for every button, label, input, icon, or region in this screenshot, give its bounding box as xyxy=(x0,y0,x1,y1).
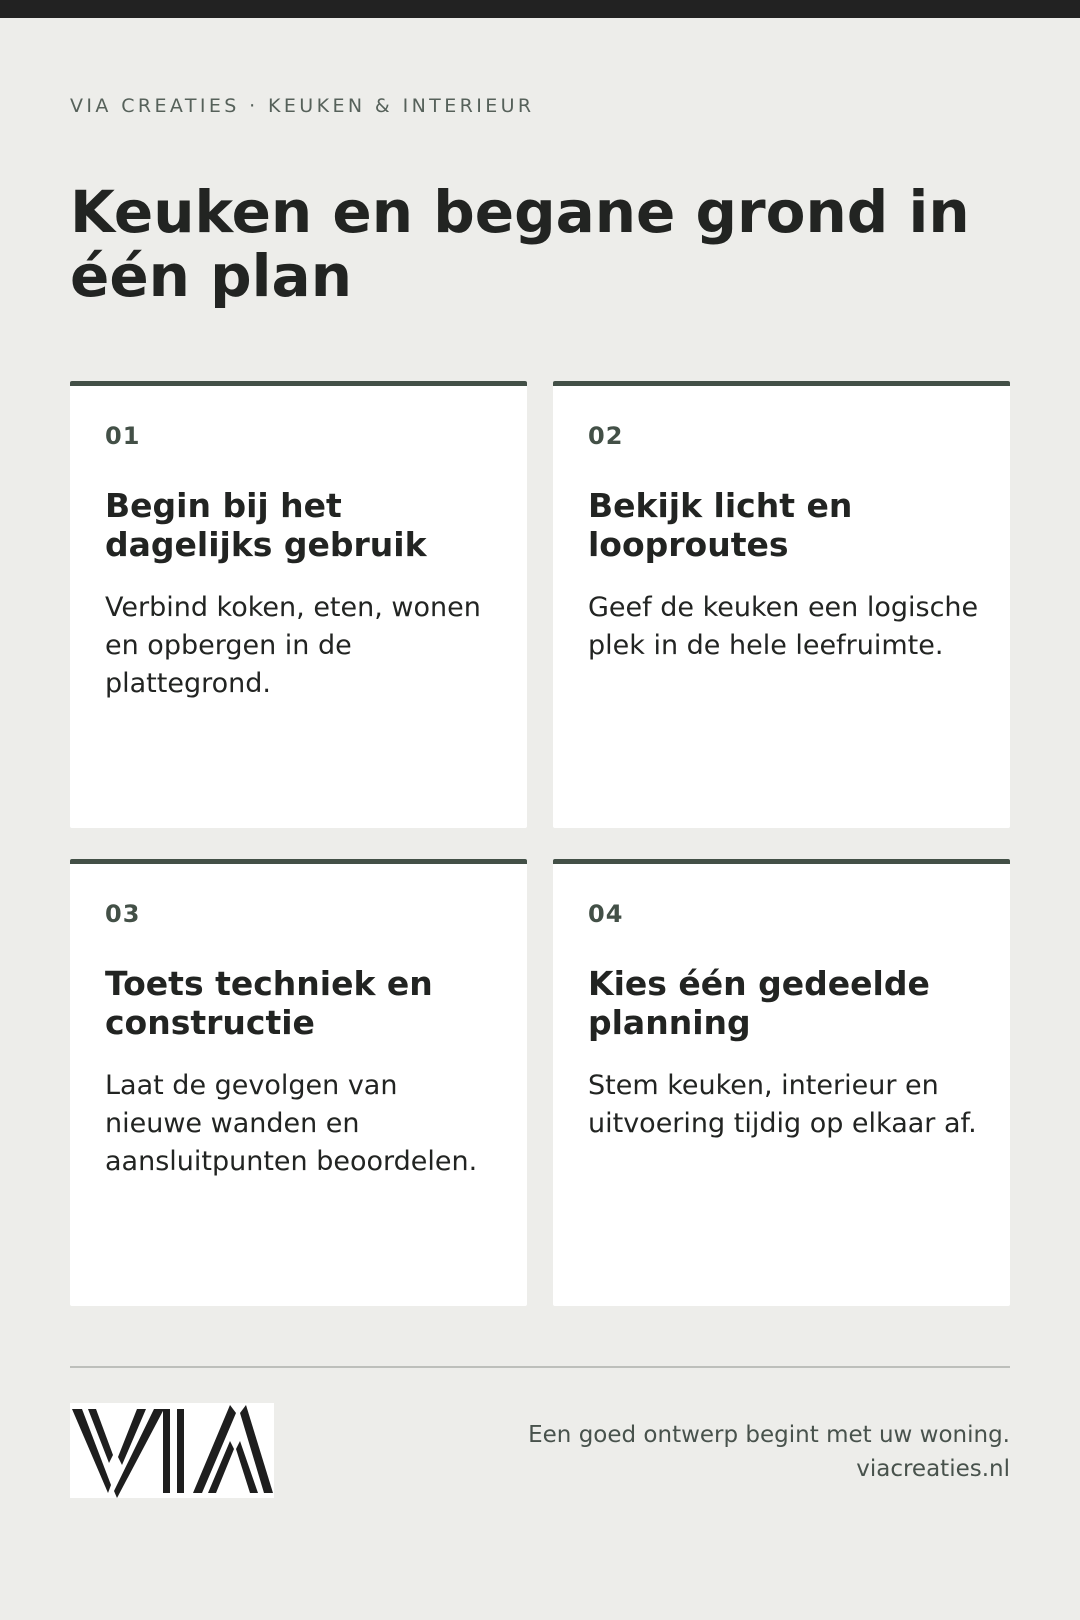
step-number: 02 xyxy=(588,422,624,450)
footer-website: viacreaties.nl xyxy=(856,1456,1010,1482)
step-number: 04 xyxy=(588,900,624,928)
page-title: Keuken en begane grond in één plan xyxy=(70,178,970,310)
footer-divider xyxy=(70,1366,1010,1368)
footer-tagline: Een goed ontwerp begint met uw woning. xyxy=(528,1422,1010,1448)
step-card-4 xyxy=(553,859,1010,1306)
footer-text xyxy=(528,1418,1010,1486)
step-title: Kies één gedeelde planning xyxy=(588,964,930,1042)
via-logo-mark xyxy=(70,1403,274,1498)
step-description: Geef de keuken een logische plek in de hele leefruimte. xyxy=(588,592,979,661)
step-title: Bekijk licht en looproutes xyxy=(588,486,853,564)
step-number: 03 xyxy=(105,900,141,928)
step-card-2 xyxy=(553,381,1010,828)
step-card-1 xyxy=(70,381,527,828)
step-card-3 xyxy=(70,859,527,1306)
step-description: Stem keuken, interieur en uitvoering tijdig op elkaar af. xyxy=(588,1070,977,1139)
step-title: Toets techniek en constructie xyxy=(105,964,433,1042)
step-number: 01 xyxy=(105,422,141,450)
step-description: Verbind koken, eten, wonen en opbergen in de plattegrond. xyxy=(105,592,481,699)
top-bar xyxy=(0,0,1080,18)
step-title: Begin bij het dagelijks gebruik xyxy=(105,486,427,564)
brand-eyebrow: VIA CREATIES · KEUKEN & INTERIEUR xyxy=(70,95,535,117)
via-logo xyxy=(70,1403,274,1498)
step-description: Laat de gevolgen van nieuwe wanden en aansluitpunten beoordelen. xyxy=(105,1070,478,1177)
